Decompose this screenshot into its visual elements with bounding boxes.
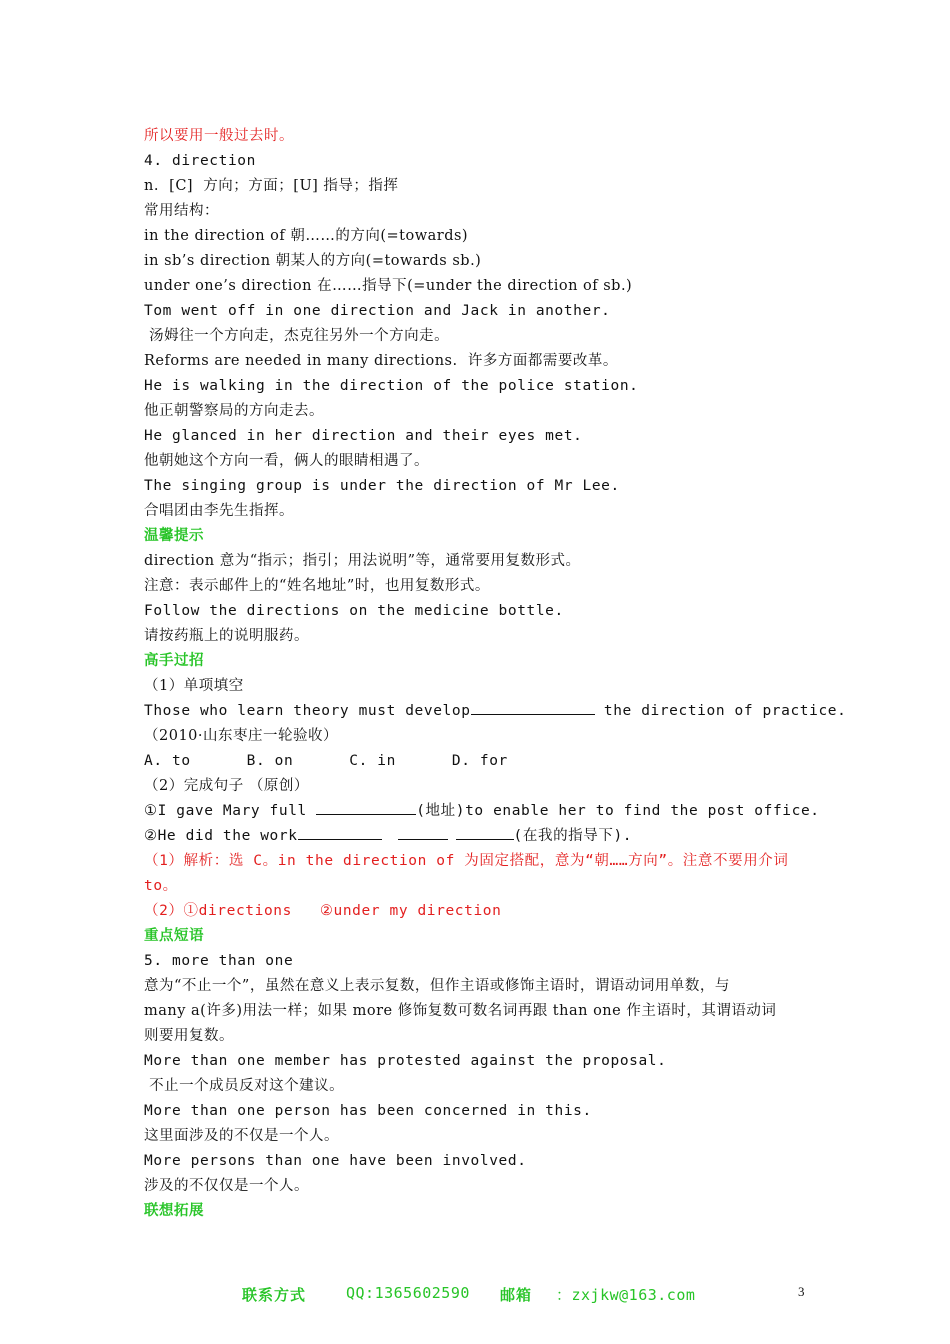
text-line: in the direction of 朝……的方向(=towards)	[144, 228, 469, 244]
page-number: 3	[798, 1284, 805, 1299]
text-line: 汤姆往一个方向走，杰克往另外一个方向走。	[144, 328, 450, 344]
exercise-source: （2010·山东枣庄一轮验收）	[144, 728, 339, 744]
section-heading: 重点短语	[144, 928, 204, 944]
text-line: direction 意为“指示；指引；用法说明”等，通常要用复数形式。	[144, 553, 581, 569]
section-heading: 联想拓展	[144, 1203, 204, 1219]
text-line: 他朝她这个方向一看，俩人的眼睛相遇了。	[144, 453, 429, 469]
answer-1-line-2: to。	[144, 878, 178, 894]
section-heading: 温馨提示	[144, 528, 204, 544]
text-line: 请按药瓶上的说明服药。	[144, 628, 309, 644]
text-line: More persons than one have been involved.	[144, 1153, 527, 1169]
text-line: The singing group is under the direction of Mr Lee.	[144, 478, 620, 494]
text-line: Tom went off in one direction and Jack in another.	[144, 303, 611, 319]
text-line: n. [C] 方向；方面；[U] 指导；指挥	[144, 178, 399, 194]
q2b-text-after: (在我的指导下).	[513, 828, 633, 844]
mail-label: 邮箱	[500, 1286, 533, 1304]
answer-blank	[298, 825, 382, 840]
text-line: 这里面涉及的不仅是一个人。	[144, 1128, 339, 1144]
q2a-text-after: (地址)to enable her to find the post office.	[416, 803, 820, 819]
text-line: under one’s direction 在……指导下(=under the direction of sb.)	[144, 278, 633, 294]
q1-text-before: Those who learn theory must develop	[144, 703, 471, 719]
exercise-options: A. to B. on C. in D. for	[144, 753, 508, 769]
text-line: 5. more than one	[144, 953, 294, 969]
document-body	[144, 124, 847, 1224]
exercise-question-1	[144, 699, 847, 724]
text-line: 涉及的不仅仅是一个人。	[144, 1178, 309, 1194]
text-line: He is walking in the direction of the police station.	[144, 378, 639, 394]
text-line: in sb’s direction 朝某人的方向(=towards sb.)	[144, 253, 482, 269]
text-block-more-than-one	[144, 924, 814, 1224]
text-block-direction	[144, 124, 814, 674]
answer-blank	[316, 800, 416, 815]
exercise-section-1: （1）单项填空	[144, 678, 244, 694]
text-line: 常用结构：	[144, 203, 219, 219]
text-line: More than one person has been concerned in this.	[144, 1103, 592, 1119]
qq-number: QQ:1365602590	[346, 1284, 470, 1302]
answer-blank	[398, 825, 448, 840]
page-footer	[0, 1284, 950, 1308]
text-line: 他正朝警察局的方向走去。	[144, 403, 324, 419]
text-line: 则要用复数。	[144, 1028, 234, 1044]
section-heading: 高手过招	[144, 653, 204, 669]
q2b-text-before: ②He did the work	[144, 828, 298, 844]
text-line: 注意：表示邮件上的“姓名地址”时，也用复数形式。	[144, 578, 490, 594]
text-line: 4. direction	[144, 153, 256, 169]
text-line: 意为“不止一个”，虽然在意义上表示复数，但作主语或修饰主语时，谓语动词用单数，与	[144, 978, 730, 994]
answer-1-line-1: （1）解析：选 C。in the direction of 为固定搭配，意为“朝……方向”。注意不要用介词	[144, 853, 789, 869]
exercise-section-2: （2）完成句子 （原创）	[144, 778, 309, 794]
exercise-block	[144, 674, 847, 924]
text-line: Follow the directions on the medicine bottle.	[144, 603, 564, 619]
text-line: Reforms are needed in many directions. 许多方面都需要改革。	[144, 353, 618, 369]
text-line: More than one member has protested against the proposal.	[144, 1053, 667, 1069]
text-line: He glanced in her direction and their eyes met.	[144, 428, 583, 444]
text-line: 所以要用一般过去时。	[144, 128, 294, 144]
answer-blank	[456, 825, 514, 840]
answer-2: （2）①directions ②under my direction	[144, 903, 502, 919]
exercise-question-2a	[144, 799, 820, 824]
mail-address: ：zxjkw@163.com	[556, 1286, 696, 1304]
contact-label: 联系方式	[242, 1286, 307, 1304]
text-line: 不止一个成员反对这个建议。	[144, 1078, 345, 1094]
q2a-text-before: ①I gave Mary full	[144, 803, 317, 819]
answer-blank	[471, 700, 595, 715]
text-line: many a(许多)用法一样；如果 more 修饰复数可数名词再跟 than one 作主语时，其谓语动词	[144, 1003, 777, 1019]
exercise-question-2b	[144, 824, 814, 849]
text-line: 合唱团由李先生指挥。	[144, 503, 294, 519]
q1-text-after: the direction of practice.	[594, 703, 847, 719]
